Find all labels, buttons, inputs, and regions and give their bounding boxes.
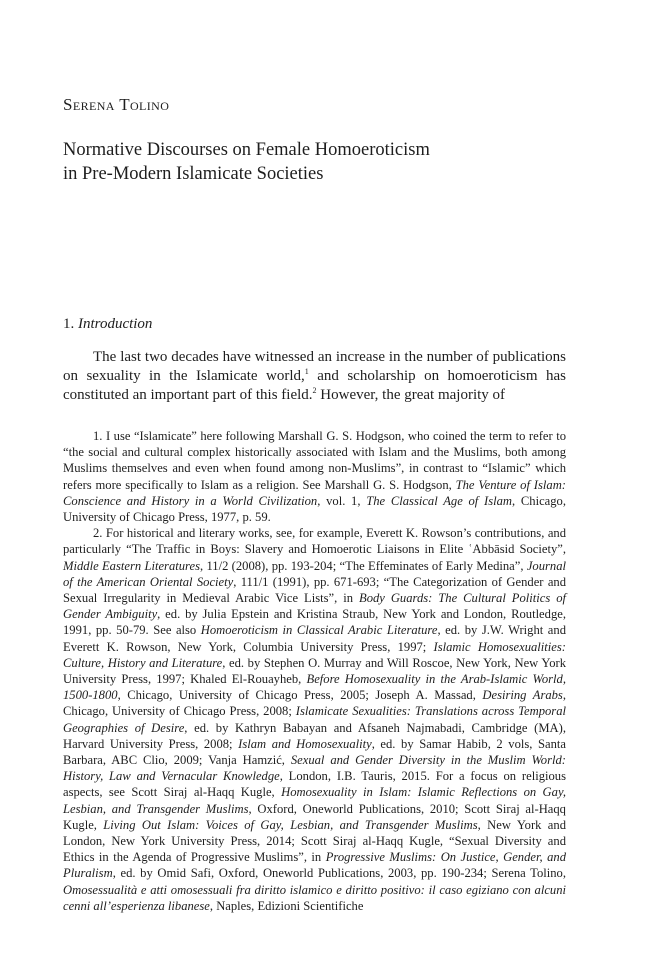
footnote-text-segment: 1. I use “Islamicate” here following Marshall G. S. Hodgson, who coined the term to refer to “the social and cultural complex historically associated with Islam and the Muslims, both among Muslims themselves and even when found among non-Muslims”, in contrast to “Islamic” which refers more specifically to Islam as a religion. See Marshall G. S. Hodgson, xyxy=(63,429,566,492)
title-line-1: Normative Discourses on Female Homoeroticism xyxy=(63,140,430,160)
cited-title: Islamicate Sexualities: Translations across Temporal Geographies of Desire xyxy=(63,704,566,735)
footnote-text-segment: , 11/2 (2008), pp. 193-204; “The Effeminates of Early Medina”, xyxy=(199,558,527,573)
footnote-text-segment: , ed. by Stephen O. Murray and Will Roscoe, New York, New York University Press, 1997; Khaled El-Rouayheb, xyxy=(63,655,567,687)
footnote-text-segment: , ed. by Omid Safi, Oxford, Oneworld Publications, 2003, pp. 190-234; Serena Tolino, xyxy=(112,866,566,881)
footnote-text-segment: , ed. by Julia Epstein and Kristina Straub, New York and London, Routledge, 1991, pp. 50-79. See also xyxy=(63,607,566,638)
footnote-1 xyxy=(63,428,566,525)
body-paragraph xyxy=(63,348,566,405)
footnote-2 xyxy=(63,525,566,914)
footnote-text-segment: , Naples, Edizioni Scientifiche xyxy=(209,898,364,913)
article-title xyxy=(63,138,583,186)
footnote-text-segment: , Oxford, Oneworld Publications, 2010; Scott Siraj al-Haqq Kugle xyxy=(63,801,566,832)
footnote-text-segment: , New York and London, New York University Press, 2014; Scott Siraj al-Haqq Kugle, “Sexual Diversity and Ethics in the Agenda of Progressive Muslims”, in xyxy=(63,817,566,865)
footnote-text-segment: , Chicago, University of Chicago Press, 1977, p. 59. xyxy=(63,493,567,525)
footnote-text-segment: , Chicago, University of Chicago Press, 2005; Joseph A. Massad, xyxy=(117,688,483,703)
cited-title: Omosessualità e atti omosessuali fra diritto islamico e diritto positivo: il caso egiziano con alcuni cenni all’esperienza libanese xyxy=(63,882,566,913)
body-text-segment: However, the great majority of xyxy=(316,387,506,403)
cited-title: Progressive Muslims: On Justice, Gender, and Pluralism xyxy=(63,850,566,881)
author-name: Serena Tolino xyxy=(63,95,170,114)
cited-title: Desiring Arabs xyxy=(482,688,563,703)
footnote-text-segment: , 111/1 (1991), pp. 671-693; “The Categorization of Gender and Sexual Irregularity in Medieval Arabic Vice Lists”, in xyxy=(63,574,566,606)
footnote-text-segment: 2. For historical and literary works, see, for example, Everett K. Rowson’s contributions, and particularly “The Traffic in Boys: Slavery and Homoerotic Liaisons in Elite ʿAbbāsid Society”, xyxy=(63,526,566,557)
section-heading xyxy=(63,316,152,333)
cited-title: Before Homosexuality in the Arab-Islamic World, 1500-1800 xyxy=(63,672,566,703)
footnote-text-segment: , London, I.B. Tauris, 2015. For a focus on religious aspects, see Scott Siraj al-Haqq Kugle, xyxy=(63,769,566,800)
cited-title: Body Guards: The Cultural Politics of Gender Ambiguity xyxy=(63,591,567,622)
cited-title: Sexual and Gender Diversity in the Muslim World: History, Law and Vernacular Knowledge xyxy=(63,753,566,784)
footnote-ref-1[interactable]: 1 xyxy=(304,367,309,376)
body-text-segment: and scholarship on homoeroticism has constituted an important part of this field. xyxy=(63,368,566,403)
cited-title: , Living Out Islam: Voices of Gay, Lesbian, and Transgender Muslims xyxy=(93,817,478,832)
cited-title: Journal of the American Oriental Society xyxy=(63,558,567,589)
footnote-ref-2[interactable]: 2 xyxy=(312,386,317,395)
footnotes xyxy=(63,428,566,914)
title-line-2: in Pre-Modern Islamicate Societies xyxy=(63,164,324,184)
footnote-text-segment: , ed. by Kathryn Babayan and Afsaneh Najmabadi, Cambridge (MA), Harvard University Press, 2008; xyxy=(63,720,566,751)
footnote-text-segment: , ed. by J.W. Wright and Everett K. Rowson, New York, Columbia University Press, 1997; xyxy=(63,623,566,654)
cited-title: Homoeroticism in Classical Arabic Literature xyxy=(200,623,438,638)
body-text-segment: The last two decades have witnessed an increase in the number of publications on sexuality in the Islamicate world, xyxy=(63,349,566,384)
cited-title: Homosexuality in Islam: Islamic Reflections on Gay, Lesbian, and Transgender Muslims xyxy=(63,785,566,816)
footnote-text-segment: , ed. by Samar Habib, 2 vols, Santa Barbara, ABC Clio, 2009; Vanja Hamzić, xyxy=(63,736,566,768)
cited-title: Islam and Homosexuality xyxy=(238,736,372,751)
footnote-text-segment: , vol. 1, xyxy=(317,493,367,508)
body-text xyxy=(63,348,566,405)
cited-title: The Venture of Islam: Conscience and History in a World Civilization xyxy=(63,477,566,508)
cited-title: The Classical Age of Islam xyxy=(366,493,513,508)
cited-title: Islamic Homosexualities: Culture, History and Literature xyxy=(63,639,566,670)
footnote-text-segment: , Chicago, University of Chicago Press, 2008; xyxy=(63,688,566,719)
cited-title: Middle Eastern Literatures xyxy=(63,558,200,573)
section-title: Introduction xyxy=(78,316,153,332)
section-number: 1. xyxy=(63,316,75,332)
